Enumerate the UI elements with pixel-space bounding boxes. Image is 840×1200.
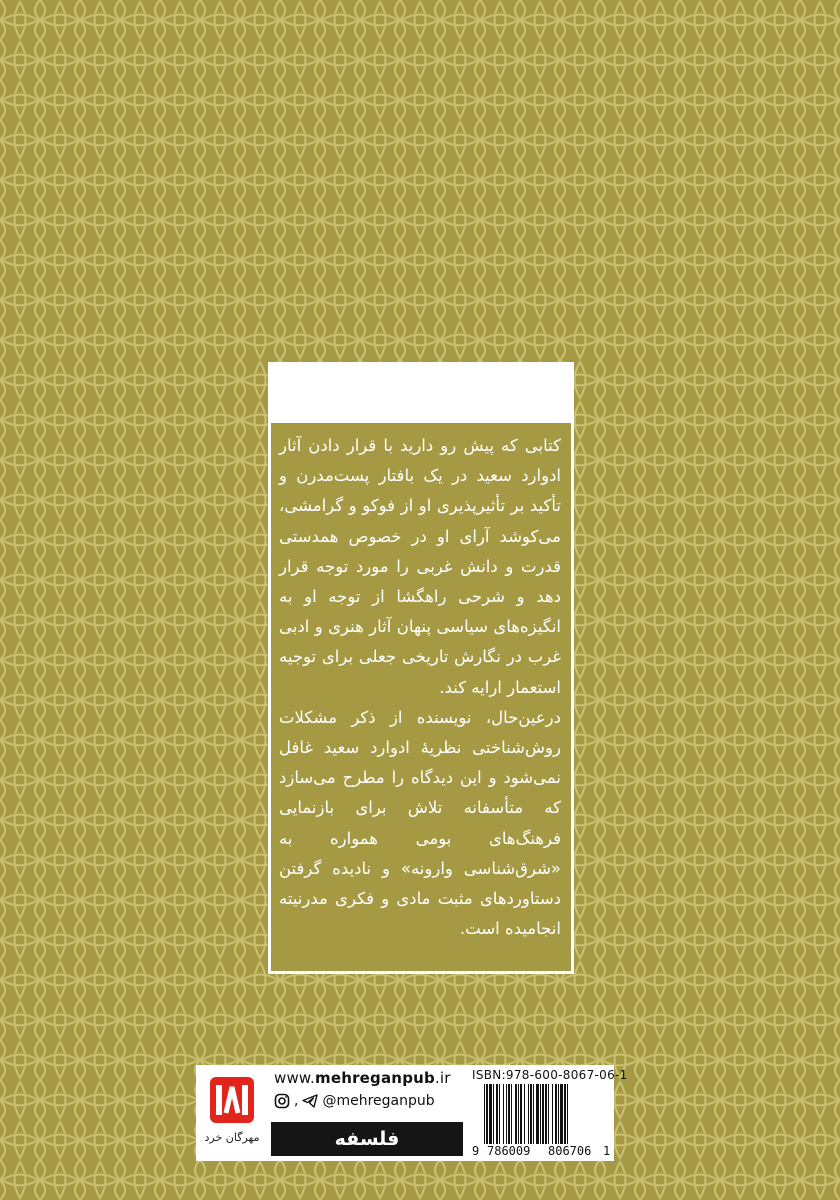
- barcode-bar: [496, 1084, 498, 1144]
- barcode-bar: [489, 1084, 492, 1144]
- barcode-bar: [567, 1084, 568, 1144]
- barcode-bar: [542, 1084, 544, 1144]
- barcode-bar: [536, 1084, 539, 1144]
- barcode-bar: [528, 1084, 529, 1144]
- barcode-bar: [518, 1084, 519, 1144]
- barcode-bar: [558, 1084, 559, 1144]
- panel-header-bar: [271, 365, 571, 423]
- publisher-logo: [196, 1065, 268, 1161]
- barcode-bar: [508, 1084, 510, 1144]
- barcode-bar: [493, 1084, 494, 1144]
- barcode-bar: [548, 1084, 549, 1144]
- isbn-barcode: [484, 1084, 610, 1144]
- barcode-bar: [506, 1084, 507, 1144]
- barcode-bar: [520, 1084, 522, 1144]
- barcode-bar: [484, 1084, 485, 1144]
- barcode-bar: [499, 1084, 500, 1144]
- barcode-group-2: 806706: [548, 1144, 592, 1158]
- barcode-bar: [486, 1084, 488, 1144]
- isbn-label: ISBN:978-600-8067-06-1: [472, 1068, 628, 1082]
- barcode-bar: [560, 1084, 563, 1144]
- blurb-text: [279, 431, 561, 944]
- blurb-panel: [268, 362, 574, 974]
- barcode-bar: [533, 1084, 534, 1144]
- barcode-lead-digit: 9: [472, 1144, 480, 1158]
- social-links: , @mehreganpub: [274, 1093, 435, 1109]
- barcode-group-1: 786009: [487, 1144, 531, 1158]
- subject-category: فلسفه: [271, 1122, 463, 1156]
- publisher-logo-icon: [208, 1075, 256, 1125]
- telegram-icon[interactable]: [302, 1093, 318, 1109]
- barcode-bar: [540, 1084, 541, 1144]
- publisher-name: مهرگان خرد: [204, 1131, 260, 1144]
- barcode-bar: [503, 1084, 504, 1144]
- barcode-bar: [545, 1084, 547, 1144]
- instagram-icon[interactable]: [274, 1093, 290, 1109]
- blurb-paragraph-2: درعین‌حال، نویسنده از ذکر مشکلات روش‌شناختی نظریهٔ ادوارد سعید غافل نمی‌شود و این دیدگاه را مطرح می‌سازد که متأسفانه تلاش برای بازنمایی فرهنگ‌های بومی همواره به «شرق‌شناسی وارونه» و نادیده گرفتن دستاوردهای مثبت مادی و فکری مدرنیته انجامیده است.: [279, 707, 561, 939]
- barcode-bar: [524, 1084, 525, 1144]
- blurb-paragraph-1: کتابی که پیش رو دارید با قرار دادن آثار ادوارد سعید در یک بافتار پست‌مدرن و تأکید بر تأثیرپذیری او از فوکو و گرامشی، می‌کوشد آرای او در خصوص همدستی قدرت و دانش غربی را مورد توجه قرار دهد و شرحی راهگشا از توجه او به انگیزه‌های سیاسی پنهان آثار هنری و ادبی غرب در نگارش تاریخی جعلی برای توجیه استعمار ارایه کند.: [279, 436, 561, 697]
- publisher-website[interactable]: www.mehreganpub.ir: [274, 1069, 451, 1087]
- barcode-bar: [555, 1084, 557, 1144]
- barcode-bar: [564, 1084, 566, 1144]
- social-handle[interactable]: @mehreganpub: [322, 1093, 435, 1109]
- barcode-bar: [515, 1084, 517, 1144]
- barcode-bar: [530, 1084, 532, 1144]
- barcode-bar: [552, 1084, 553, 1144]
- barcode-check-digit: 1: [603, 1144, 611, 1158]
- barcode-bar: [511, 1084, 512, 1144]
